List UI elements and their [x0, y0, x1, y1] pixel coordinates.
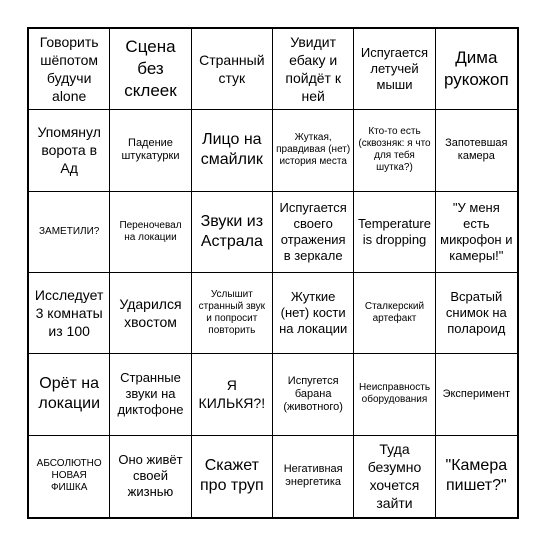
bingo-cell[interactable]	[29, 29, 110, 110]
cell-text: Странные звуки на диктофоне	[117, 370, 184, 418]
cell-text: Temperature is dropping	[358, 215, 431, 247]
cell-text: Скажет про труп	[200, 457, 264, 495]
bingo-cell[interactable]	[110, 354, 191, 435]
bingo-cell[interactable]	[192, 192, 273, 273]
cell-text: Лицо на смайлик	[200, 131, 263, 169]
cell-text: Увидит ебаку и пойдёт к ней	[285, 34, 341, 105]
bingo-cell[interactable]	[436, 29, 517, 110]
cell-text: Негативная энергетика	[283, 463, 343, 489]
bingo-cell[interactable]	[436, 192, 517, 273]
bingo-cell[interactable]	[29, 273, 110, 354]
bingo-cell[interactable]	[29, 192, 110, 273]
bingo-cell[interactable]	[436, 354, 517, 435]
cell-text: Дима рукожоп	[443, 48, 509, 90]
bingo-cell[interactable]	[29, 110, 110, 191]
cell-text: Странный стук	[199, 52, 265, 87]
cell-text: Исследует 3 комнаты из 100	[34, 287, 104, 340]
cell-text: Кто-то есть (сквозняк: я что для тебя шутка?)	[358, 126, 431, 174]
cell-text: Оно живёт своей жизнью	[118, 452, 183, 500]
cell-text: Испугается своего отражения в зеркале	[279, 199, 347, 263]
bingo-cell[interactable]	[110, 110, 191, 191]
cell-text: Говорить шёпотом будучи alone	[39, 34, 99, 105]
bingo-cell[interactable]	[273, 436, 354, 517]
cell-text: Запотевшая камера	[445, 137, 508, 163]
cell-text: Я КИЛЬКЯ?!	[198, 377, 266, 412]
bingo-cell[interactable]	[192, 436, 273, 517]
bingo-cell[interactable]	[192, 354, 273, 435]
bingo-cell[interactable]	[436, 110, 517, 191]
cell-text: Сцена без склеек	[124, 37, 177, 101]
bingo-cell[interactable]	[192, 273, 273, 354]
bingo-cell[interactable]	[354, 192, 435, 273]
bingo-cell[interactable]	[273, 110, 354, 191]
cell-text: Ударился хвостом	[119, 296, 182, 331]
cell-text: Жуткие (нет) кости на локации	[279, 289, 348, 337]
cell-text: "У меня есть микрофон и камеры!"	[440, 199, 513, 263]
bingo-cell[interactable]	[192, 110, 273, 191]
bingo-board	[27, 27, 519, 519]
bingo-cell[interactable]	[436, 273, 517, 354]
cell-text: Падение штукатурки	[121, 137, 180, 163]
cell-text: Переночевал на локации	[119, 219, 182, 243]
bingo-cell[interactable]	[110, 436, 191, 517]
cell-text: Звуки из Астрала	[200, 212, 264, 250]
cell-text: Всратый снимок на полароид	[445, 289, 507, 337]
bingo-cell[interactable]	[354, 29, 435, 110]
bingo-cell[interactable]	[273, 273, 354, 354]
bingo-cell[interactable]	[29, 354, 110, 435]
cell-text: "Камера пишет?"	[445, 457, 508, 495]
cell-text: Испугется барана (животного)	[283, 374, 343, 413]
bingo-cell[interactable]	[273, 192, 354, 273]
cell-text: Упомянул ворота в Ад	[37, 124, 101, 177]
cell-text: Неисправность оборудования	[358, 382, 431, 406]
cell-text: Испугается летучей мыши	[360, 45, 429, 93]
bingo-cell[interactable]	[192, 29, 273, 110]
cell-text: Жуткая, правдивая (нет) история места	[276, 132, 351, 168]
bingo-cell[interactable]	[273, 354, 354, 435]
cell-text: Эксперимент	[442, 387, 511, 400]
cell-text: Услышит странный звук и попросит повторить	[198, 289, 265, 337]
cell-text: Туда безумно хочется зайти	[367, 441, 422, 512]
bingo-cell[interactable]	[354, 273, 435, 354]
cell-text: Орёт на локации	[38, 375, 101, 413]
bingo-cell[interactable]	[273, 29, 354, 110]
cell-text: Сталкерский артефакт	[364, 301, 425, 325]
bingo-cell[interactable]	[29, 436, 110, 517]
bingo-cell[interactable]	[354, 354, 435, 435]
bingo-cell[interactable]	[110, 273, 191, 354]
bingo-cell[interactable]	[110, 29, 191, 110]
bingo-cell[interactable]	[110, 192, 191, 273]
bingo-cell[interactable]	[354, 110, 435, 191]
bingo-cell[interactable]	[436, 436, 517, 517]
bingo-cell[interactable]	[354, 436, 435, 517]
cell-text: АБСОЛЮТНО НОВАЯ ФИШКА	[36, 458, 102, 494]
cell-text: ЗАМЕТИЛИ?	[39, 225, 100, 237]
